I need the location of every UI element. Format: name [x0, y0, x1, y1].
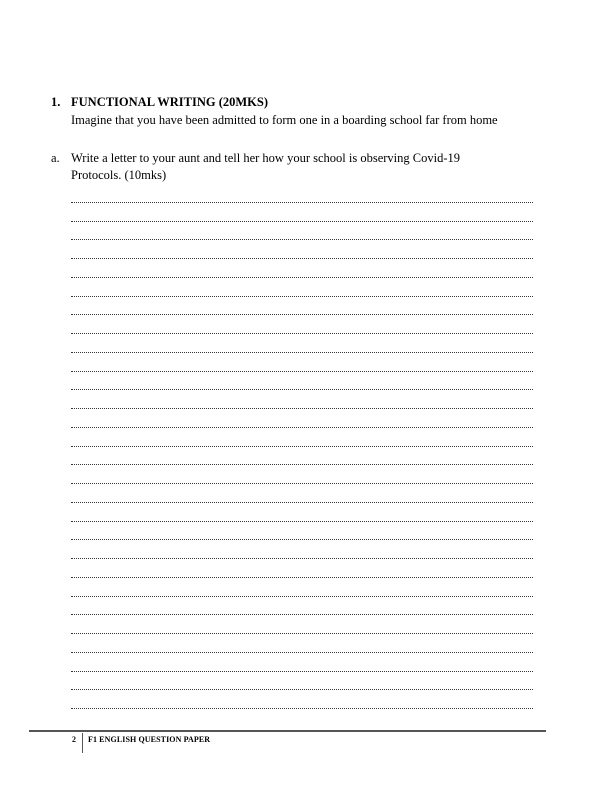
- answer-line[interactable]: [71, 544, 533, 563]
- answer-line[interactable]: [71, 319, 533, 338]
- answer-line[interactable]: [71, 507, 533, 526]
- answer-line[interactable]: [71, 207, 533, 226]
- sub-question-text-line1: Write a letter to your aunt and tell her how your school is observing Covid-19: [71, 151, 460, 165]
- answer-lines[interactable]: [71, 188, 533, 713]
- answer-line[interactable]: [71, 563, 533, 582]
- answer-line[interactable]: [71, 244, 533, 263]
- footer-rule: [29, 730, 546, 732]
- answer-line[interactable]: [71, 338, 533, 357]
- answer-line[interactable]: [71, 413, 533, 432]
- answer-line[interactable]: [71, 357, 533, 376]
- footer-page-number: 2: [72, 735, 76, 744]
- answer-line[interactable]: [71, 488, 533, 507]
- answer-line[interactable]: [71, 676, 533, 695]
- answer-line[interactable]: [71, 619, 533, 638]
- answer-line[interactable]: [71, 226, 533, 245]
- answer-line[interactable]: [71, 188, 533, 207]
- answer-line[interactable]: [71, 526, 533, 545]
- question-title: FUNCTIONAL WRITING (20MKS): [71, 95, 269, 109]
- answer-line[interactable]: [71, 638, 533, 657]
- answer-line[interactable]: [71, 601, 533, 620]
- answer-line[interactable]: [71, 263, 533, 282]
- footer-title: F1 ENGLISH QUESTION PAPER: [88, 735, 211, 744]
- answer-line[interactable]: [71, 694, 533, 713]
- answer-line[interactable]: [71, 657, 533, 676]
- sub-question-text-line2: Protocols. (10mks): [71, 168, 167, 182]
- sub-question-a: [51, 150, 541, 184]
- question-heading: [51, 95, 268, 110]
- answer-line[interactable]: [71, 394, 533, 413]
- question-intro: Imagine that you have been admitted to form one in a boarding school far from home: [71, 113, 498, 127]
- sub-question-letter: a.: [51, 151, 60, 165]
- answer-line[interactable]: [71, 582, 533, 601]
- question-number: 1.: [51, 95, 61, 109]
- answer-line[interactable]: [71, 376, 533, 395]
- answer-line[interactable]: [71, 451, 533, 470]
- answer-line[interactable]: [71, 469, 533, 488]
- footer-divider: [82, 733, 83, 753]
- answer-line[interactable]: [71, 301, 533, 320]
- answer-line[interactable]: [71, 432, 533, 451]
- answer-line[interactable]: [71, 282, 533, 301]
